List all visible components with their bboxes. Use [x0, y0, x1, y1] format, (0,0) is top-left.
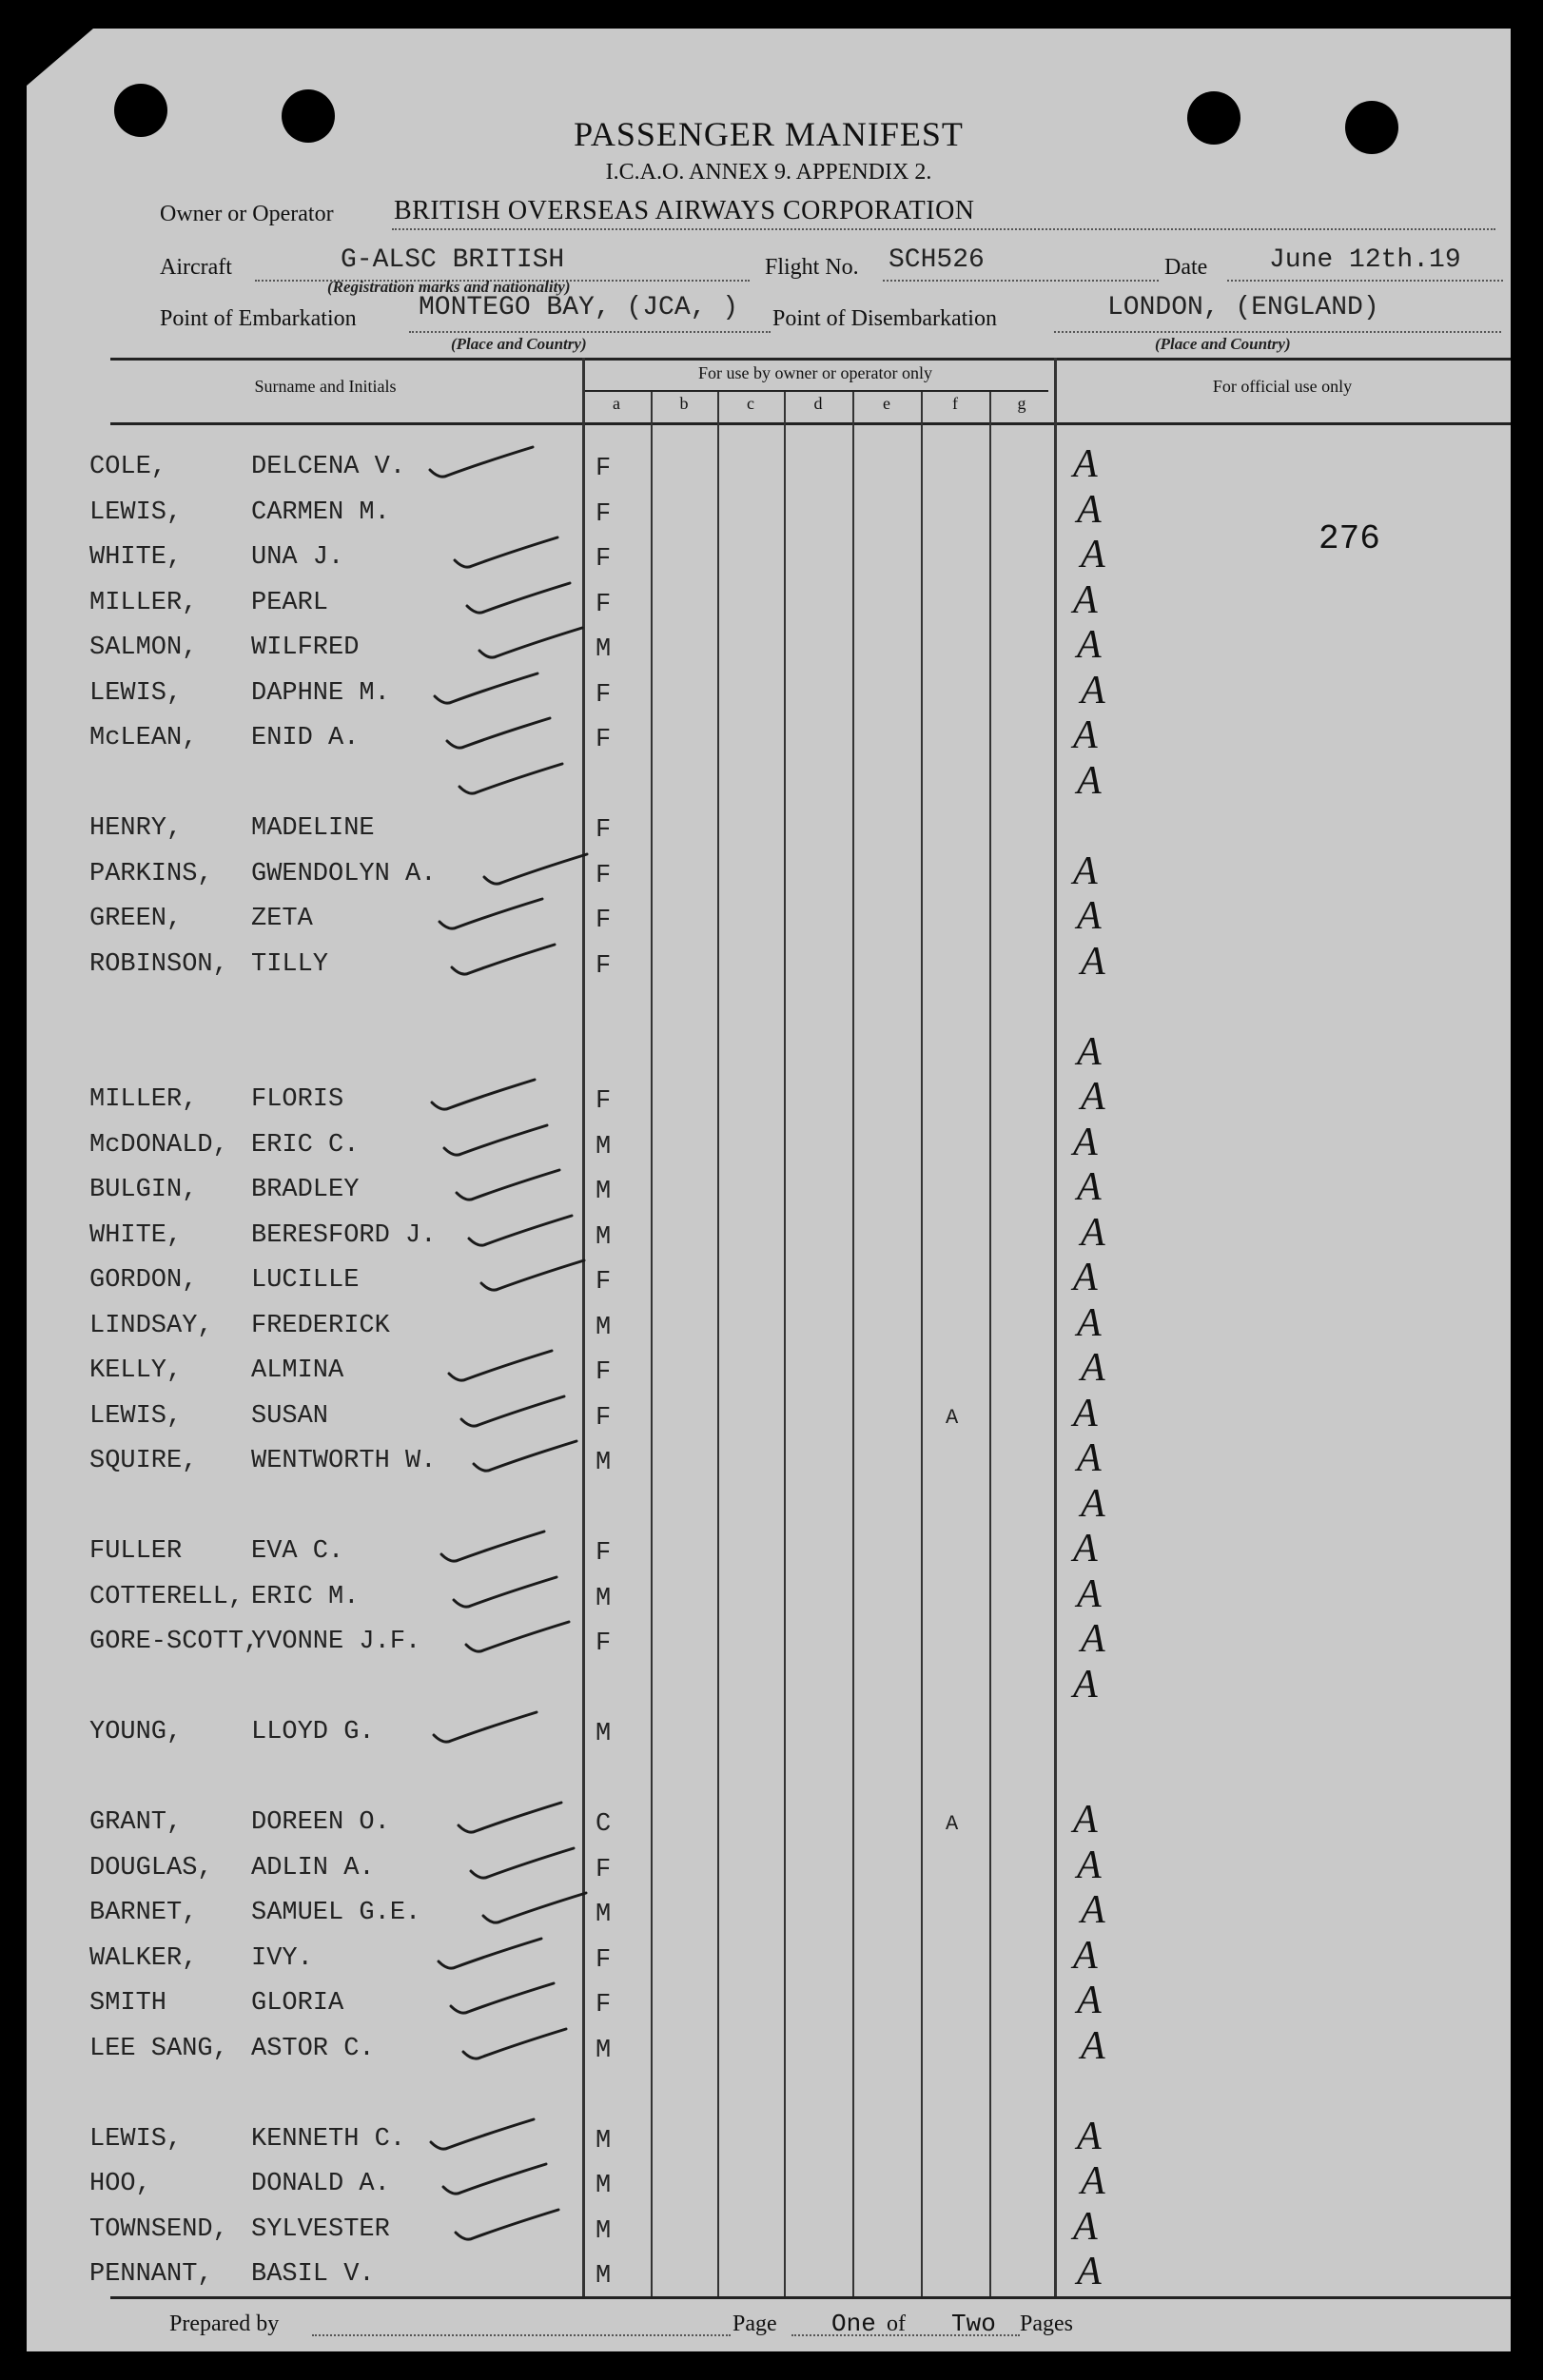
passenger-surname: KELLY,: [89, 1356, 183, 1385]
passenger-given-names: WILFRED: [251, 634, 360, 662]
official-mark: A: [1081, 2159, 1105, 2203]
passenger-given-names: UNA J.: [251, 543, 344, 572]
check-tick-icon: [439, 2158, 554, 2200]
official-mark: A: [1081, 1346, 1105, 1390]
passenger-sex: M: [596, 1222, 612, 1252]
passenger-surname: BARNET,: [89, 1899, 198, 1927]
check-tick-icon: [453, 1164, 567, 1206]
passenger-given-names: PEARL: [251, 588, 329, 617]
check-tick-icon: [427, 2114, 541, 2156]
column-rule: [717, 392, 719, 2296]
passenger-surname: GREEN,: [89, 905, 183, 933]
passenger-surname: FULLER: [89, 1537, 183, 1566]
passenger-given-names: LUCILLE: [251, 1266, 360, 1295]
official-mark: A: [1077, 2114, 1102, 2158]
official-mark: A: [1077, 487, 1102, 532]
header-official-use: For official use only: [1212, 377, 1353, 396]
official-mark: A: [1073, 1933, 1098, 1978]
passenger-sex: F: [596, 1403, 612, 1433]
passenger-given-names: DELCENA V.: [251, 453, 406, 481]
check-tick-icon: [447, 1978, 561, 2019]
subcolumn-header: f: [952, 394, 958, 413]
check-tick-icon: [443, 712, 557, 754]
passenger-sex: F: [596, 680, 612, 710]
page-number: One: [831, 2310, 876, 2338]
passenger-sex: F: [596, 1855, 612, 1884]
check-tick-icon: [445, 1345, 559, 1387]
column-rule: [651, 392, 653, 2296]
official-mark: A: [1073, 1798, 1098, 1842]
passenger-sex: F: [596, 907, 612, 935]
passenger-sex: M: [596, 1132, 612, 1161]
owner-label: Owner or Operator: [160, 202, 334, 226]
passenger-given-names: ENID A.: [251, 724, 360, 752]
official-mark: A: [1077, 1165, 1102, 1209]
official-mark: A: [1073, 1391, 1098, 1435]
passenger-surname: PARKINS,: [89, 859, 213, 888]
check-tick-icon: [456, 758, 570, 800]
check-tick-icon: [450, 1571, 564, 1613]
manifest-sheet: [27, 29, 1511, 2351]
official-mark: A: [1081, 1481, 1105, 1526]
page-total: Two: [951, 2310, 996, 2338]
subcolumn-header: c: [747, 394, 754, 413]
check-tick-icon: [463, 577, 577, 619]
passenger-sex: M: [596, 1901, 612, 1929]
check-tick-icon: [452, 2204, 566, 2246]
official-mark: A: [1077, 758, 1102, 803]
check-tick-icon: [451, 532, 565, 574]
owner-value: BRITISH OVERSEAS AIRWAYS CORPORATION: [394, 196, 975, 225]
passenger-given-names: ALMINA: [251, 1356, 344, 1385]
passenger-surname: SMITH: [89, 1989, 167, 2018]
passenger-given-names: SYLVESTER: [251, 2214, 390, 2244]
official-mark: A: [1073, 1662, 1098, 1707]
page-line: [791, 2334, 1020, 2336]
passenger-given-names: LLOYD G.: [251, 1718, 375, 1746]
check-tick-icon: [458, 1391, 572, 1433]
check-tick-icon: [428, 1074, 542, 1116]
passenger-surname: WALKER,: [89, 1943, 198, 1973]
official-mark: A: [1081, 1888, 1105, 1932]
passenger-surname: LINDSAY,: [89, 1311, 213, 1340]
flight-value: SCH526: [889, 245, 985, 275]
table-bottom-rule: [110, 2296, 1511, 2299]
owner-line: [392, 228, 1495, 230]
subcolumn-header: a: [613, 394, 620, 413]
passenger-surname: McDONALD,: [89, 1130, 228, 1160]
document-title: PASSENGER MANIFEST: [574, 115, 964, 153]
subcolumn-header: g: [1017, 394, 1026, 413]
passenger-sex: F: [596, 1358, 612, 1387]
passenger-given-names: ERIC M.: [251, 1582, 360, 1611]
table-header-rule: [110, 422, 1511, 425]
passenger-sex: F: [596, 726, 612, 754]
passenger-sex: M: [596, 2262, 612, 2291]
passenger-given-names: ZETA: [251, 905, 313, 933]
official-mark: A: [1081, 1075, 1105, 1119]
date-line: [1227, 280, 1503, 282]
official-mark: A: [1077, 1436, 1102, 1480]
passenger-surname: WHITE,: [89, 543, 183, 572]
check-tick-icon: [479, 1887, 594, 1929]
passenger-sex: M: [596, 1178, 612, 1206]
passenger-surname: COLE,: [89, 453, 167, 481]
column-rule: [784, 392, 786, 2296]
official-mark: A: [1073, 713, 1098, 757]
passenger-sex: F: [596, 816, 612, 845]
official-mark: A: [1077, 894, 1102, 938]
check-tick-icon: [435, 1933, 549, 1975]
passenger-given-names: GLORIA: [251, 1989, 344, 2018]
check-tick-icon: [455, 1797, 569, 1839]
passenger-surname: SQUIRE,: [89, 1447, 198, 1475]
passenger-surname: SALMON,: [89, 634, 198, 662]
passenger-sex: M: [596, 1449, 612, 1477]
check-tick-icon: [431, 668, 545, 710]
passenger-given-names: FREDERICK: [251, 1311, 390, 1340]
passenger-surname: GRANT,: [89, 1808, 183, 1837]
passenger-given-names: CARMEN M.: [251, 497, 390, 527]
passenger-surname: GORE-SCOTT,: [89, 1628, 260, 1656]
passenger-sex: M: [596, 2216, 612, 2246]
passenger-surname: HOO,: [89, 2170, 151, 2198]
official-mark: A: [1073, 2204, 1098, 2249]
passenger-surname: HENRY,: [89, 814, 183, 843]
date-label: Date: [1164, 255, 1208, 280]
check-tick-icon: [478, 1255, 592, 1297]
page-label: Page: [732, 2312, 777, 2336]
passenger-sex: F: [596, 455, 612, 483]
passenger-surname: McLEAN,: [89, 724, 198, 752]
passenger-surname: LEWIS,: [89, 1401, 183, 1431]
official-mark: A: [1073, 442, 1098, 486]
column-rule: [989, 392, 991, 2296]
passenger-sex: F: [596, 545, 612, 574]
passenger-sex: F: [596, 499, 612, 529]
official-mark: A: [1081, 1617, 1105, 1661]
passenger-surname: LEWIS,: [89, 497, 183, 527]
official-mark: A: [1081, 533, 1105, 576]
passenger-surname: PENNANT,: [89, 2260, 213, 2289]
of-label: of: [887, 2312, 906, 2336]
check-tick-icon: [426, 441, 540, 483]
passenger-surname: WHITE,: [89, 1220, 183, 1250]
passenger-given-names: TILLY: [251, 949, 329, 979]
passenger-sex: M: [596, 2036, 612, 2065]
official-mark: A: [1077, 1571, 1102, 1616]
column-rule: [852, 392, 854, 2296]
passenger-given-names: BASIL V.: [251, 2260, 375, 2289]
column-rule: [1054, 358, 1057, 2296]
date-value: June 12th.19: [1269, 245, 1461, 275]
header-owner-use: For use by owner or operator only: [698, 363, 932, 382]
passenger-surname: LEWIS,: [89, 2124, 183, 2154]
passenger-sex: M: [596, 1584, 612, 1613]
flight-line: [883, 280, 1159, 282]
passenger-sex: F: [596, 590, 612, 619]
owner-column-f-mark: A: [946, 1405, 959, 1430]
passenger-sex: F: [596, 1991, 612, 2019]
disembarkation-value: LONDON, (ENGLAND): [1107, 293, 1379, 322]
passenger-given-names: DAPHNE M.: [251, 678, 390, 708]
passenger-given-names: WENTWORTH W.: [251, 1447, 437, 1475]
passenger-sex: M: [596, 2172, 612, 2200]
passenger-sex: F: [596, 1629, 612, 1658]
passenger-surname: MILLER,: [89, 1085, 198, 1114]
official-mark: A: [1073, 1527, 1098, 1570]
subcolumn-header: b: [679, 394, 689, 413]
passenger-surname: MILLER,: [89, 588, 198, 617]
official-mark: A: [1081, 939, 1105, 984]
passenger-given-names: GWENDOLYN A.: [251, 859, 437, 888]
official-mark: A: [1077, 1843, 1102, 1887]
passenger-sex: M: [596, 1720, 612, 1748]
embarkation-value: MONTEGO BAY, (JCA, ): [419, 293, 739, 322]
flight-label: Flight No.: [765, 255, 859, 280]
header-surname-initials: Surname and Initials: [254, 377, 397, 396]
official-mark: A: [1077, 1979, 1102, 2022]
passenger-sex: M: [596, 2126, 612, 2156]
disembarkation-label: Point of Disembarkation: [772, 306, 997, 331]
torn-corner: [27, 29, 93, 86]
check-tick-icon: [467, 1843, 581, 1884]
embarkation-note: (Place and Country): [451, 335, 587, 353]
disembarkation-line: [1054, 331, 1501, 333]
official-mark: A: [1081, 668, 1105, 712]
page-stamp: 276: [1318, 519, 1380, 558]
passenger-given-names: MADELINE: [251, 814, 375, 843]
aircraft-label: Aircraft: [160, 255, 232, 280]
check-tick-icon: [440, 1120, 555, 1161]
passenger-sex: F: [596, 951, 612, 981]
subcolumn-header: e: [883, 394, 890, 413]
check-tick-icon: [438, 1526, 552, 1568]
passenger-surname: GORDON,: [89, 1266, 198, 1295]
passenger-given-names: KENNETH C.: [251, 2124, 406, 2154]
pages-label: Pages: [1020, 2312, 1073, 2336]
passenger-given-names: SAMUEL G.E.: [251, 1899, 421, 1927]
passenger-surname: COTTERELL,: [89, 1582, 244, 1611]
official-mark: A: [1073, 1256, 1098, 1299]
passenger-sex: F: [596, 1945, 612, 1975]
passenger-surname: LEE SANG,: [89, 2034, 228, 2063]
disembarkation-note: (Place and Country): [1155, 335, 1291, 353]
passenger-given-names: SUSAN: [251, 1401, 329, 1431]
aircraft-value: G-ALSC BRITISH: [341, 245, 565, 275]
passenger-sex: M: [596, 1313, 612, 1342]
check-tick-icon: [476, 622, 590, 664]
official-mark: A: [1073, 849, 1098, 893]
official-mark: A: [1077, 2250, 1102, 2293]
embarkation-label: Point of Embarkation: [160, 306, 357, 331]
passenger-given-names: DOREEN O.: [251, 1808, 390, 1837]
table-top-rule: [110, 358, 1511, 361]
passenger-given-names: EVA C.: [251, 1537, 344, 1566]
passenger-given-names: FLORIS: [251, 1085, 344, 1114]
document-subtitle: I.C.A.O. ANNEX 9. APPENDIX 2.: [605, 160, 932, 185]
check-tick-icon: [436, 893, 550, 935]
prepared-by-label: Prepared by: [169, 2312, 280, 2336]
passenger-given-names: DONALD A.: [251, 2170, 390, 2198]
passenger-surname: BULGIN,: [89, 1176, 198, 1204]
check-tick-icon: [459, 2023, 574, 2065]
passenger-given-names: ASTOR C.: [251, 2034, 375, 2063]
prepared-by-line: [312, 2334, 731, 2336]
official-mark: A: [1081, 1210, 1105, 1255]
passenger-sex: C: [596, 1810, 612, 1839]
passenger-sex: F: [596, 1268, 612, 1297]
passenger-surname: ROBINSON,: [89, 949, 228, 979]
embarkation-line: [409, 331, 771, 333]
passenger-given-names: IVY.: [251, 1943, 313, 1973]
official-mark: A: [1077, 623, 1102, 667]
check-tick-icon: [470, 1435, 584, 1477]
aircraft-note: (Registration marks and nationality): [327, 278, 571, 296]
passenger-sex: F: [596, 1087, 612, 1116]
passenger-given-names: BERESFORD J.: [251, 1220, 437, 1250]
official-mark: A: [1077, 1300, 1102, 1345]
owner-column-f-mark: A: [946, 1812, 959, 1836]
passenger-sex: F: [596, 861, 612, 890]
check-tick-icon: [465, 1210, 579, 1252]
passenger-sex: M: [596, 635, 612, 664]
official-mark: A: [1073, 1120, 1098, 1164]
passenger-surname: LEWIS,: [89, 678, 183, 708]
passenger-given-names: ERIC C.: [251, 1130, 360, 1160]
passenger-surname: TOWNSEND,: [89, 2214, 228, 2244]
passenger-given-names: ADLIN A.: [251, 1853, 375, 1883]
official-mark: A: [1073, 577, 1098, 622]
passenger-sex: F: [596, 1539, 612, 1568]
subcolumn-header: d: [813, 394, 823, 413]
official-mark: A: [1077, 1029, 1102, 1074]
check-tick-icon: [462, 1616, 576, 1658]
check-tick-icon: [430, 1707, 544, 1748]
check-tick-icon: [480, 849, 595, 890]
passenger-surname: YOUNG,: [89, 1718, 183, 1746]
passenger-given-names: BRADLEY: [251, 1176, 360, 1204]
official-mark: A: [1081, 2023, 1105, 2068]
passenger-surname: DOUGLAS,: [89, 1853, 213, 1883]
passenger-given-names: YVONNE J.F.: [251, 1628, 421, 1656]
check-tick-icon: [448, 939, 562, 981]
column-rule: [921, 392, 923, 2296]
